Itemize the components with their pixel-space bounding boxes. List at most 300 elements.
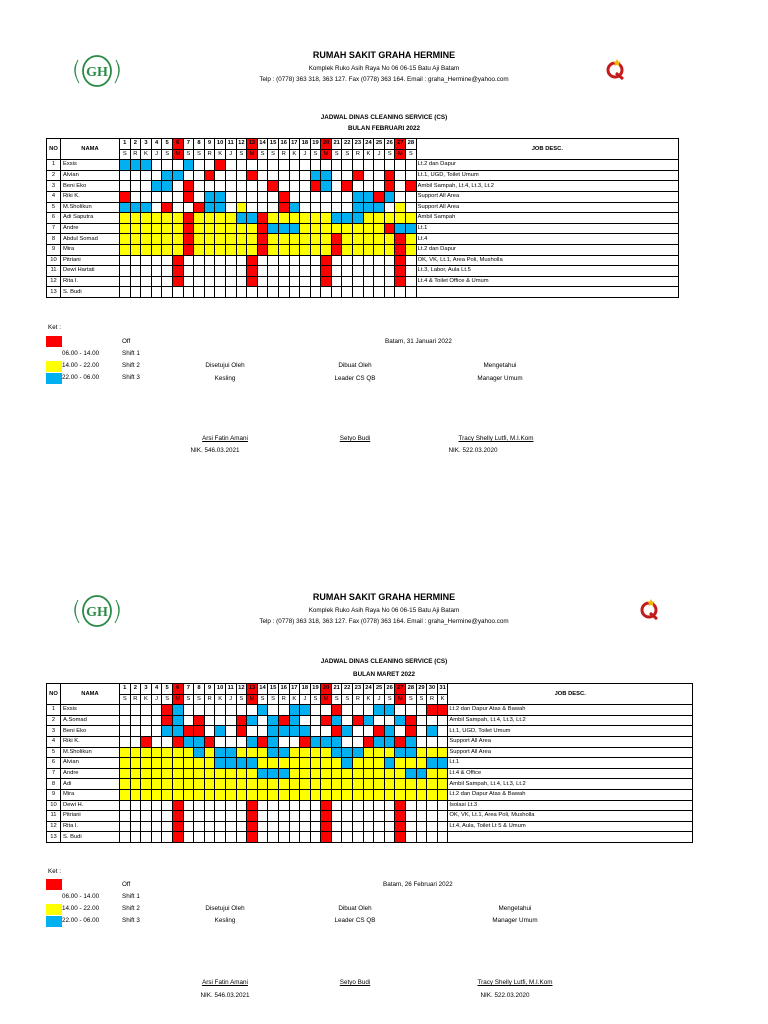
day-letter: S	[183, 694, 194, 705]
day-number: 17	[289, 139, 300, 150]
shift-cell	[120, 276, 131, 287]
job-desc: Ambil Sampah, Lt.4, Lt.3, Lt.2	[448, 715, 693, 726]
shift-cell	[120, 255, 131, 266]
shift-cell	[300, 244, 311, 255]
day-letter: S	[183, 149, 194, 160]
day-letter: S	[416, 694, 427, 705]
day-letter: S	[268, 149, 279, 160]
legend-shift1-time: 06.00 - 14.00	[62, 893, 100, 900]
shift-cell	[247, 811, 258, 822]
shift-cell	[194, 832, 205, 843]
shift-cell	[342, 832, 353, 843]
day-letter: J	[151, 149, 162, 160]
shift-cell	[278, 276, 289, 287]
shift-cell	[162, 170, 173, 181]
table-row	[47, 213, 679, 224]
day-letter: S	[194, 694, 205, 705]
approved-name: Arsi Fatin Amani	[202, 979, 248, 986]
shift-cell	[215, 234, 226, 245]
shift-cell	[331, 202, 342, 213]
shift-cell	[331, 726, 342, 737]
shift-cell	[353, 213, 364, 224]
shift-cell	[268, 789, 279, 800]
shift-cell	[289, 255, 300, 266]
shift-cell	[247, 244, 258, 255]
shift-cell	[151, 213, 162, 224]
staff-name: Dewi H.	[61, 800, 120, 811]
day-number: 22	[342, 684, 353, 695]
shift-cell	[278, 715, 289, 726]
shift-cell	[141, 789, 152, 800]
shift-cell	[257, 832, 268, 843]
shift-cell	[331, 715, 342, 726]
shift-cell	[363, 821, 374, 832]
day-number: 31	[437, 684, 448, 695]
shift-cell	[162, 266, 173, 277]
shift-cell	[257, 821, 268, 832]
shift-cell	[236, 160, 247, 171]
shift-cell	[172, 715, 183, 726]
shift-cell	[162, 234, 173, 245]
shift-cell	[162, 191, 173, 202]
shift-cell	[215, 266, 226, 277]
shift-cell	[289, 768, 300, 779]
row-number: 6	[47, 758, 61, 769]
shift-cell	[120, 287, 131, 298]
shift-cell	[225, 821, 236, 832]
shift-cell	[151, 255, 162, 266]
made-name: Setyo Budi	[339, 435, 371, 442]
day-number: 29	[416, 684, 427, 695]
shift-cell	[427, 747, 438, 758]
shift-cell	[406, 287, 417, 298]
shift-cell	[278, 821, 289, 832]
row-number: 2	[47, 715, 61, 726]
shift-cell	[141, 276, 152, 287]
staff-name: Adi	[61, 779, 120, 790]
shift-cell	[204, 768, 215, 779]
day-letter: R	[353, 694, 364, 705]
shift-cell	[268, 726, 279, 737]
job-desc: Lt.4 & Toilet Office & Umum	[416, 276, 678, 287]
shift-cell	[236, 821, 247, 832]
row-number: 13	[47, 287, 61, 298]
day-number: 16	[278, 684, 289, 695]
day-letter: M	[395, 694, 406, 705]
shift-cell	[257, 747, 268, 758]
job-desc: Lt.4	[416, 234, 678, 245]
shift-cell	[289, 160, 300, 171]
made-label: Dibuat Oleh	[338, 905, 372, 912]
shift-cell	[247, 234, 258, 245]
shift-cell	[225, 202, 236, 213]
shift-cell	[268, 191, 279, 202]
shift-cell	[236, 726, 247, 737]
shift-cell	[141, 800, 152, 811]
shift-cell	[247, 747, 258, 758]
day-number: 11	[225, 139, 236, 150]
shift-cell	[141, 223, 152, 234]
shift-cell	[268, 181, 279, 192]
shift-cell	[427, 736, 438, 747]
job-desc: Support All Area	[416, 202, 678, 213]
shift-cell	[194, 160, 205, 171]
table-row	[47, 821, 693, 832]
shift-cell	[374, 800, 385, 811]
shift-cell	[300, 287, 311, 298]
shift-cell	[215, 223, 226, 234]
shift-cell	[406, 170, 417, 181]
shift-cell	[331, 276, 342, 287]
shift-cell	[120, 789, 131, 800]
shift-cell	[172, 202, 183, 213]
shift-cell	[406, 223, 417, 234]
shift-cell	[321, 705, 332, 716]
shift-cell	[130, 789, 141, 800]
shift-cell	[225, 276, 236, 287]
shift-cell	[247, 758, 258, 769]
shift-cell	[342, 234, 353, 245]
shift-cell	[194, 223, 205, 234]
approved-role: Kesling	[214, 917, 236, 924]
shift-cell	[363, 266, 374, 277]
shift-cell	[321, 811, 332, 822]
shift-cell	[363, 779, 374, 790]
shift-cell	[247, 202, 258, 213]
shift-cell	[406, 789, 417, 800]
shift-cell	[374, 181, 385, 192]
day-letter: R	[353, 149, 364, 160]
shift-cell	[120, 181, 131, 192]
shift-cell	[172, 789, 183, 800]
shift-cell	[215, 800, 226, 811]
shift-cell	[363, 758, 374, 769]
day-number: 22	[342, 139, 353, 150]
shift-cell	[151, 287, 162, 298]
day-number: 19	[310, 684, 321, 695]
shift-cell	[395, 705, 406, 716]
shift-cell	[215, 768, 226, 779]
day-letter: J	[300, 694, 311, 705]
job-desc: Support All Area	[448, 736, 693, 747]
shift-cell	[374, 832, 385, 843]
shift-cell	[363, 202, 374, 213]
shift-cell	[268, 213, 279, 224]
shift-cell	[162, 213, 173, 224]
shift-cell	[384, 160, 395, 171]
shift-cell	[236, 800, 247, 811]
shift-cell	[321, 191, 332, 202]
shift-cell	[300, 170, 311, 181]
day-letter: K	[141, 149, 152, 160]
shift-cell	[204, 160, 215, 171]
known-label: Mengetahui	[483, 362, 517, 369]
shift-cell	[416, 768, 427, 779]
shift-cell	[194, 747, 205, 758]
shift-cell	[437, 747, 448, 758]
day-number: 17	[289, 684, 300, 695]
shift-cell	[437, 705, 448, 716]
table-row	[47, 160, 679, 171]
shift-cell	[395, 160, 406, 171]
shift-cell	[384, 768, 395, 779]
shift-cell	[141, 266, 152, 277]
column-header-no: NO	[47, 139, 61, 160]
shift-cell	[427, 768, 438, 779]
shift-cell	[120, 170, 131, 181]
shift-cell	[257, 276, 268, 287]
shift-cell	[384, 758, 395, 769]
day-number: 12	[236, 139, 247, 150]
shift-cell	[353, 779, 364, 790]
row-number: 12	[47, 276, 61, 287]
shift-cell	[162, 244, 173, 255]
shift-cell	[353, 726, 364, 737]
table-row	[47, 191, 679, 202]
shift-cell	[194, 202, 205, 213]
shift-cell	[172, 758, 183, 769]
shift-cell	[427, 821, 438, 832]
table-row	[47, 736, 693, 747]
legend-shift2-swatch	[46, 904, 62, 915]
shift-cell	[289, 213, 300, 224]
day-letter: K	[363, 694, 374, 705]
shift-cell	[225, 234, 236, 245]
column-header-no: NO	[47, 684, 61, 705]
table-row	[47, 789, 693, 800]
shift-cell	[162, 276, 173, 287]
shift-cell	[130, 705, 141, 716]
shift-cell	[257, 726, 268, 737]
shift-cell	[204, 266, 215, 277]
shift-cell	[416, 726, 427, 737]
shift-cell	[310, 170, 321, 181]
legend-off-swatch	[46, 879, 62, 890]
shift-cell	[278, 160, 289, 171]
day-number: 2	[130, 684, 141, 695]
shift-cell	[363, 811, 374, 822]
shift-cell	[204, 832, 215, 843]
staff-name: M.Sholikun	[61, 747, 120, 758]
staff-name: Alvian	[61, 758, 120, 769]
row-number: 6	[47, 213, 61, 224]
shift-cell	[247, 736, 258, 747]
shift-cell	[363, 244, 374, 255]
shift-cell	[257, 705, 268, 716]
shift-cell	[300, 266, 311, 277]
shift-cell	[374, 705, 385, 716]
shift-cell	[225, 181, 236, 192]
shift-cell	[225, 191, 236, 202]
shift-cell	[120, 726, 131, 737]
shift-cell	[406, 758, 417, 769]
shift-cell	[247, 287, 258, 298]
shift-cell	[130, 726, 141, 737]
day-number: 12	[236, 684, 247, 695]
shift-cell	[183, 715, 194, 726]
staff-name: Rita I.	[61, 821, 120, 832]
shift-cell	[257, 202, 268, 213]
job-desc: Lt.1, UGD, Toilet Umum	[448, 726, 693, 737]
shift-cell	[183, 191, 194, 202]
shift-cell	[321, 789, 332, 800]
staff-name: Beni Eko	[61, 726, 120, 737]
shift-cell	[300, 276, 311, 287]
row-number: 13	[47, 832, 61, 843]
day-letter: S	[236, 694, 247, 705]
shift-cell	[225, 705, 236, 716]
shift-cell	[183, 160, 194, 171]
day-number: 9	[204, 139, 215, 150]
shift-cell	[300, 768, 311, 779]
shift-cell	[395, 811, 406, 822]
shift-cell	[215, 202, 226, 213]
shift-cell	[331, 287, 342, 298]
shift-cell	[416, 779, 427, 790]
shift-cell	[406, 266, 417, 277]
day-letter: S	[406, 694, 417, 705]
column-header-job: JOB DESC.	[416, 139, 678, 160]
staff-name: S. Budi	[61, 832, 120, 843]
shift-cell	[268, 234, 279, 245]
shift-cell	[342, 287, 353, 298]
shift-cell	[141, 287, 152, 298]
day-letter: R	[130, 694, 141, 705]
shift-cell	[331, 821, 342, 832]
shift-cell	[183, 779, 194, 790]
shift-cell	[225, 768, 236, 779]
day-number: 3	[141, 139, 152, 150]
shift-cell	[257, 266, 268, 277]
shift-cell	[257, 160, 268, 171]
day-number: 1	[120, 684, 131, 695]
shift-cell	[342, 255, 353, 266]
shift-cell	[247, 768, 258, 779]
shift-cell	[215, 821, 226, 832]
shift-cell	[215, 213, 226, 224]
shift-cell	[236, 811, 247, 822]
shift-cell	[406, 726, 417, 737]
shift-cell	[268, 821, 279, 832]
shift-cell	[225, 213, 236, 224]
shift-cell	[374, 758, 385, 769]
shift-cell	[268, 202, 279, 213]
job-desc	[448, 832, 693, 843]
shift-cell	[353, 768, 364, 779]
shift-cell	[172, 800, 183, 811]
shift-cell	[225, 715, 236, 726]
shift-cell	[141, 768, 152, 779]
shift-cell	[437, 800, 448, 811]
shift-cell	[278, 223, 289, 234]
day-letter: J	[374, 694, 385, 705]
shift-cell	[384, 832, 395, 843]
shift-cell	[247, 715, 258, 726]
shift-cell	[278, 811, 289, 822]
shift-cell	[257, 811, 268, 822]
shift-cell	[151, 789, 162, 800]
staff-name: Beni Eko	[61, 181, 120, 192]
shift-cell	[151, 234, 162, 245]
hospital-address: Komplek Ruko Asih Raya No 06 06-15 Batu Aji Batam	[308, 607, 460, 614]
shift-cell	[257, 779, 268, 790]
shift-cell	[278, 255, 289, 266]
shift-cell	[331, 255, 342, 266]
row-number: 8	[47, 779, 61, 790]
shift-cell	[342, 170, 353, 181]
shift-cell	[257, 213, 268, 224]
shift-cell	[384, 181, 395, 192]
shift-cell	[130, 202, 141, 213]
day-number: 26	[384, 139, 395, 150]
shift-cell	[321, 758, 332, 769]
day-number: 13	[247, 684, 258, 695]
shift-cell	[331, 223, 342, 234]
table-row	[47, 255, 679, 266]
shift-cell	[342, 726, 353, 737]
shift-cell	[353, 758, 364, 769]
shift-cell	[194, 287, 205, 298]
shift-cell	[120, 832, 131, 843]
table-row	[47, 234, 679, 245]
legend-shift2-time: 14.00 - 22.00	[62, 905, 100, 912]
shift-cell	[257, 715, 268, 726]
staff-name: Abdul Somad	[61, 234, 120, 245]
shift-cell	[151, 223, 162, 234]
shift-cell	[236, 287, 247, 298]
known-name: Tracy Shelly Lutfi, M.I.Kom	[477, 979, 553, 986]
staff-name: Riki K.	[61, 191, 120, 202]
day-letter: S	[162, 694, 173, 705]
shift-cell	[194, 276, 205, 287]
shift-cell	[247, 276, 258, 287]
shift-cell	[437, 789, 448, 800]
shift-cell	[130, 287, 141, 298]
day-letter: M	[247, 694, 258, 705]
shift-cell	[310, 202, 321, 213]
shift-cell	[257, 758, 268, 769]
day-number: 14	[257, 684, 268, 695]
table-row	[47, 266, 679, 277]
shift-cell	[278, 287, 289, 298]
made-role: Leader CS QB	[334, 917, 376, 924]
shift-cell	[257, 170, 268, 181]
shift-cell	[374, 255, 385, 266]
shift-cell	[331, 832, 342, 843]
shift-cell	[406, 800, 417, 811]
shift-cell	[204, 789, 215, 800]
shift-cell	[120, 800, 131, 811]
table-row	[47, 170, 679, 181]
shift-cell	[151, 779, 162, 790]
shift-cell	[321, 244, 332, 255]
shift-cell	[141, 191, 152, 202]
shift-cell	[141, 832, 152, 843]
shift-cell	[289, 800, 300, 811]
shift-cell	[395, 715, 406, 726]
column-header-job: JOB DESC.	[448, 684, 693, 705]
legend-label: Ket :	[48, 868, 61, 875]
shift-cell	[278, 758, 289, 769]
day-number: 16	[278, 139, 289, 150]
shift-cell	[225, 170, 236, 181]
schedule-table	[46, 138, 679, 298]
shift-cell	[331, 736, 342, 747]
shift-cell	[247, 832, 258, 843]
shift-cell	[310, 736, 321, 747]
shift-cell	[162, 768, 173, 779]
day-number: 8	[194, 139, 205, 150]
